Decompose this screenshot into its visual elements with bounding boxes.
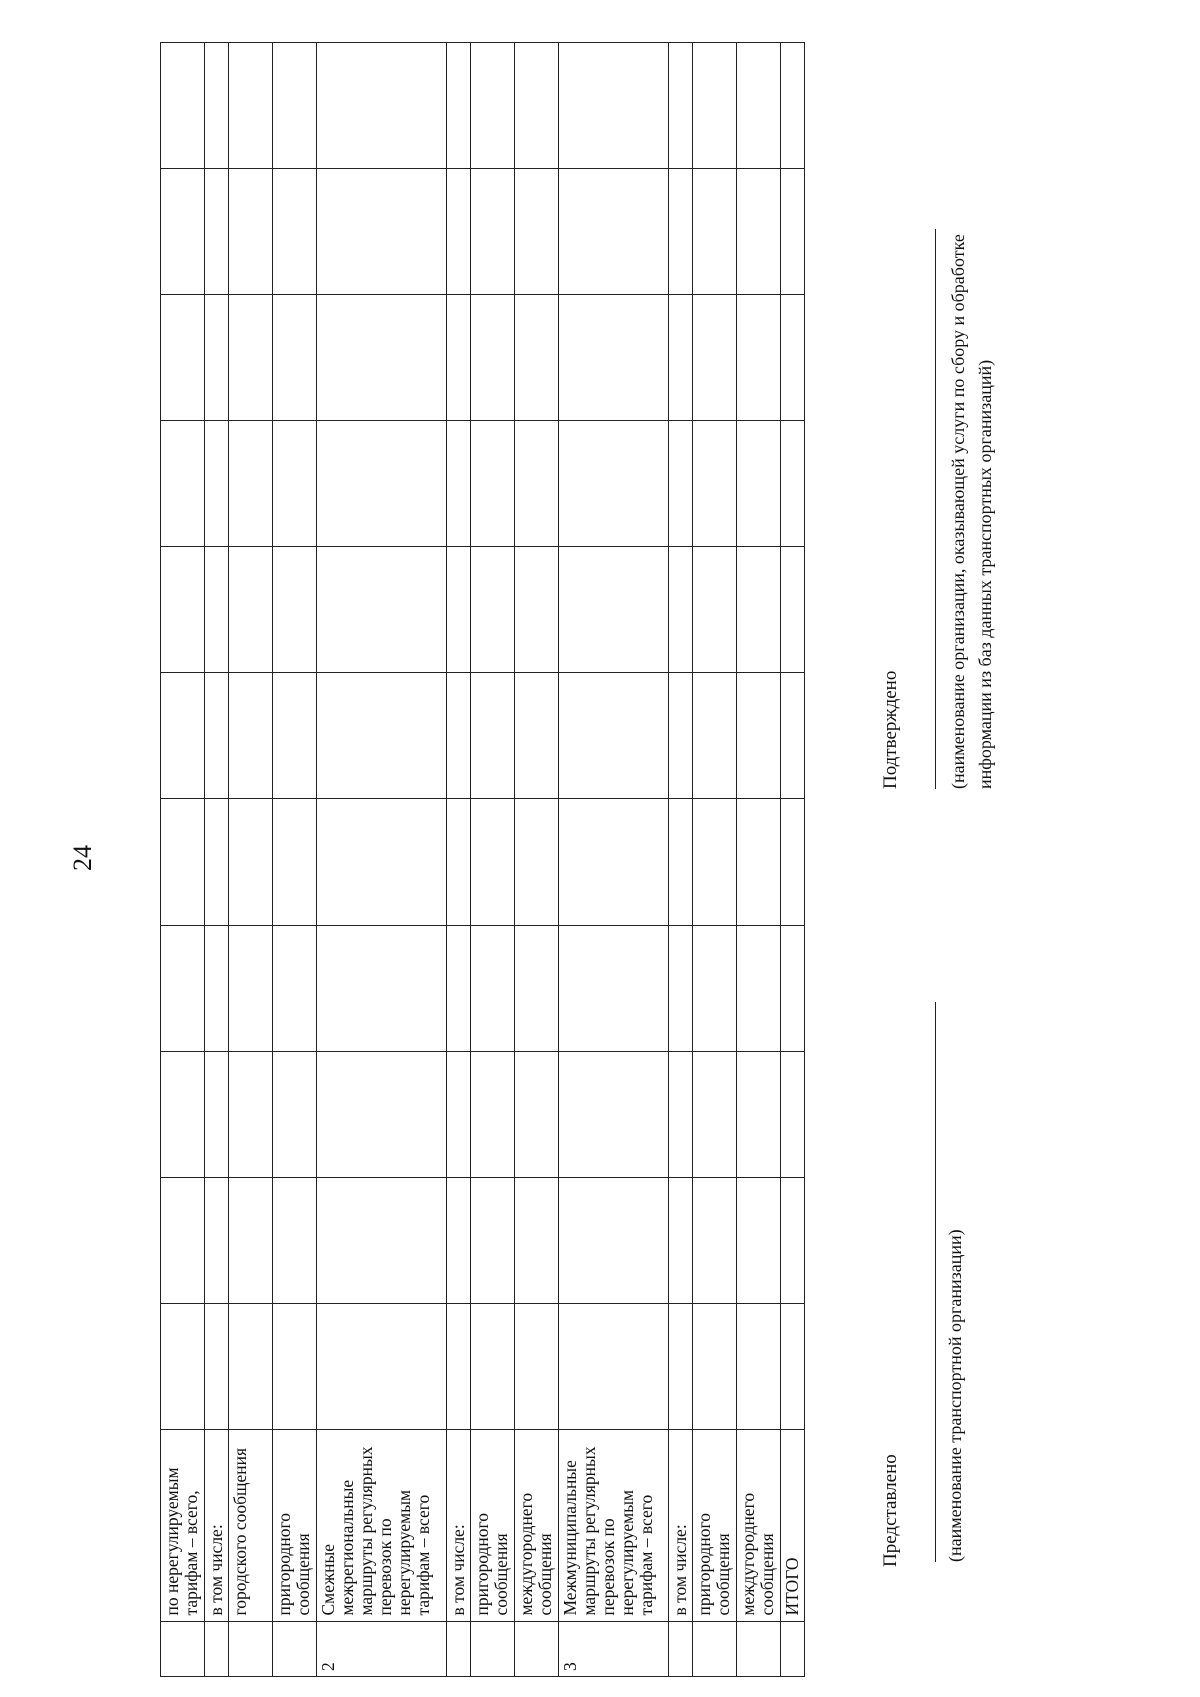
submitted-caption: (наименование транспортной организации) <box>945 1229 965 1562</box>
table-row <box>229 43 273 1677</box>
row-number <box>781 1621 805 1676</box>
row-label: в том числе: <box>205 1429 229 1621</box>
row-number <box>471 1621 515 1676</box>
row-number: 2 <box>317 1621 447 1676</box>
table-row <box>781 43 805 1677</box>
row-label: междугороднего сообщения <box>515 1429 559 1621</box>
submitted-signature-line <box>935 1002 936 1562</box>
row-label: в том числе: <box>669 1429 693 1621</box>
confirmed-label: Подтверждено <box>880 670 901 789</box>
row-label: пригородного сообщения <box>471 1429 515 1621</box>
table-row <box>161 43 205 1677</box>
page-number: 24 <box>68 845 97 871</box>
table-row <box>205 43 229 1677</box>
confirmed-caption: (наименование организации, оказывающей услуги по сбору и обработке информации из баз данных транспортных организаций) <box>948 234 995 789</box>
row-label: междугороднего сообщения <box>737 1429 781 1621</box>
table-row <box>273 43 317 1677</box>
row-label: Смежные межрегиональные маршруты регулярных перевозок по нерегулируемым тарифам – всего <box>317 1429 447 1621</box>
row-label: по нерегулируемым тарифам – всего, <box>161 1429 205 1621</box>
table-row <box>317 43 447 1677</box>
row-label: Межмуниципальные маршруты регулярных перевозок по нерегулируемым тарифам – всего <box>559 1429 669 1621</box>
row-number <box>737 1621 781 1676</box>
row-number <box>693 1621 737 1676</box>
submitted-label: Представлено <box>880 1454 901 1567</box>
row-number <box>229 1621 273 1676</box>
table-row <box>693 43 737 1677</box>
table-row <box>669 43 693 1677</box>
row-label: пригородного сообщения <box>693 1429 737 1621</box>
row-number <box>273 1621 317 1676</box>
row-number <box>161 1621 205 1676</box>
row-label: в том числе: <box>447 1429 471 1621</box>
row-number <box>205 1621 229 1676</box>
row-number: 3 <box>559 1621 669 1676</box>
table-row <box>737 43 781 1677</box>
table-row <box>515 43 559 1677</box>
report-table <box>160 42 805 1677</box>
table-row <box>471 43 515 1677</box>
row-label: пригородного сообщения <box>273 1429 317 1621</box>
row-label: ИТОГО <box>781 1429 805 1621</box>
table-row <box>447 43 471 1677</box>
row-number <box>515 1621 559 1676</box>
row-number <box>447 1621 471 1676</box>
table-row <box>559 43 669 1677</box>
row-number <box>669 1621 693 1676</box>
row-label: городского сообщения <box>229 1429 273 1621</box>
confirmed-signature-line <box>935 229 936 789</box>
